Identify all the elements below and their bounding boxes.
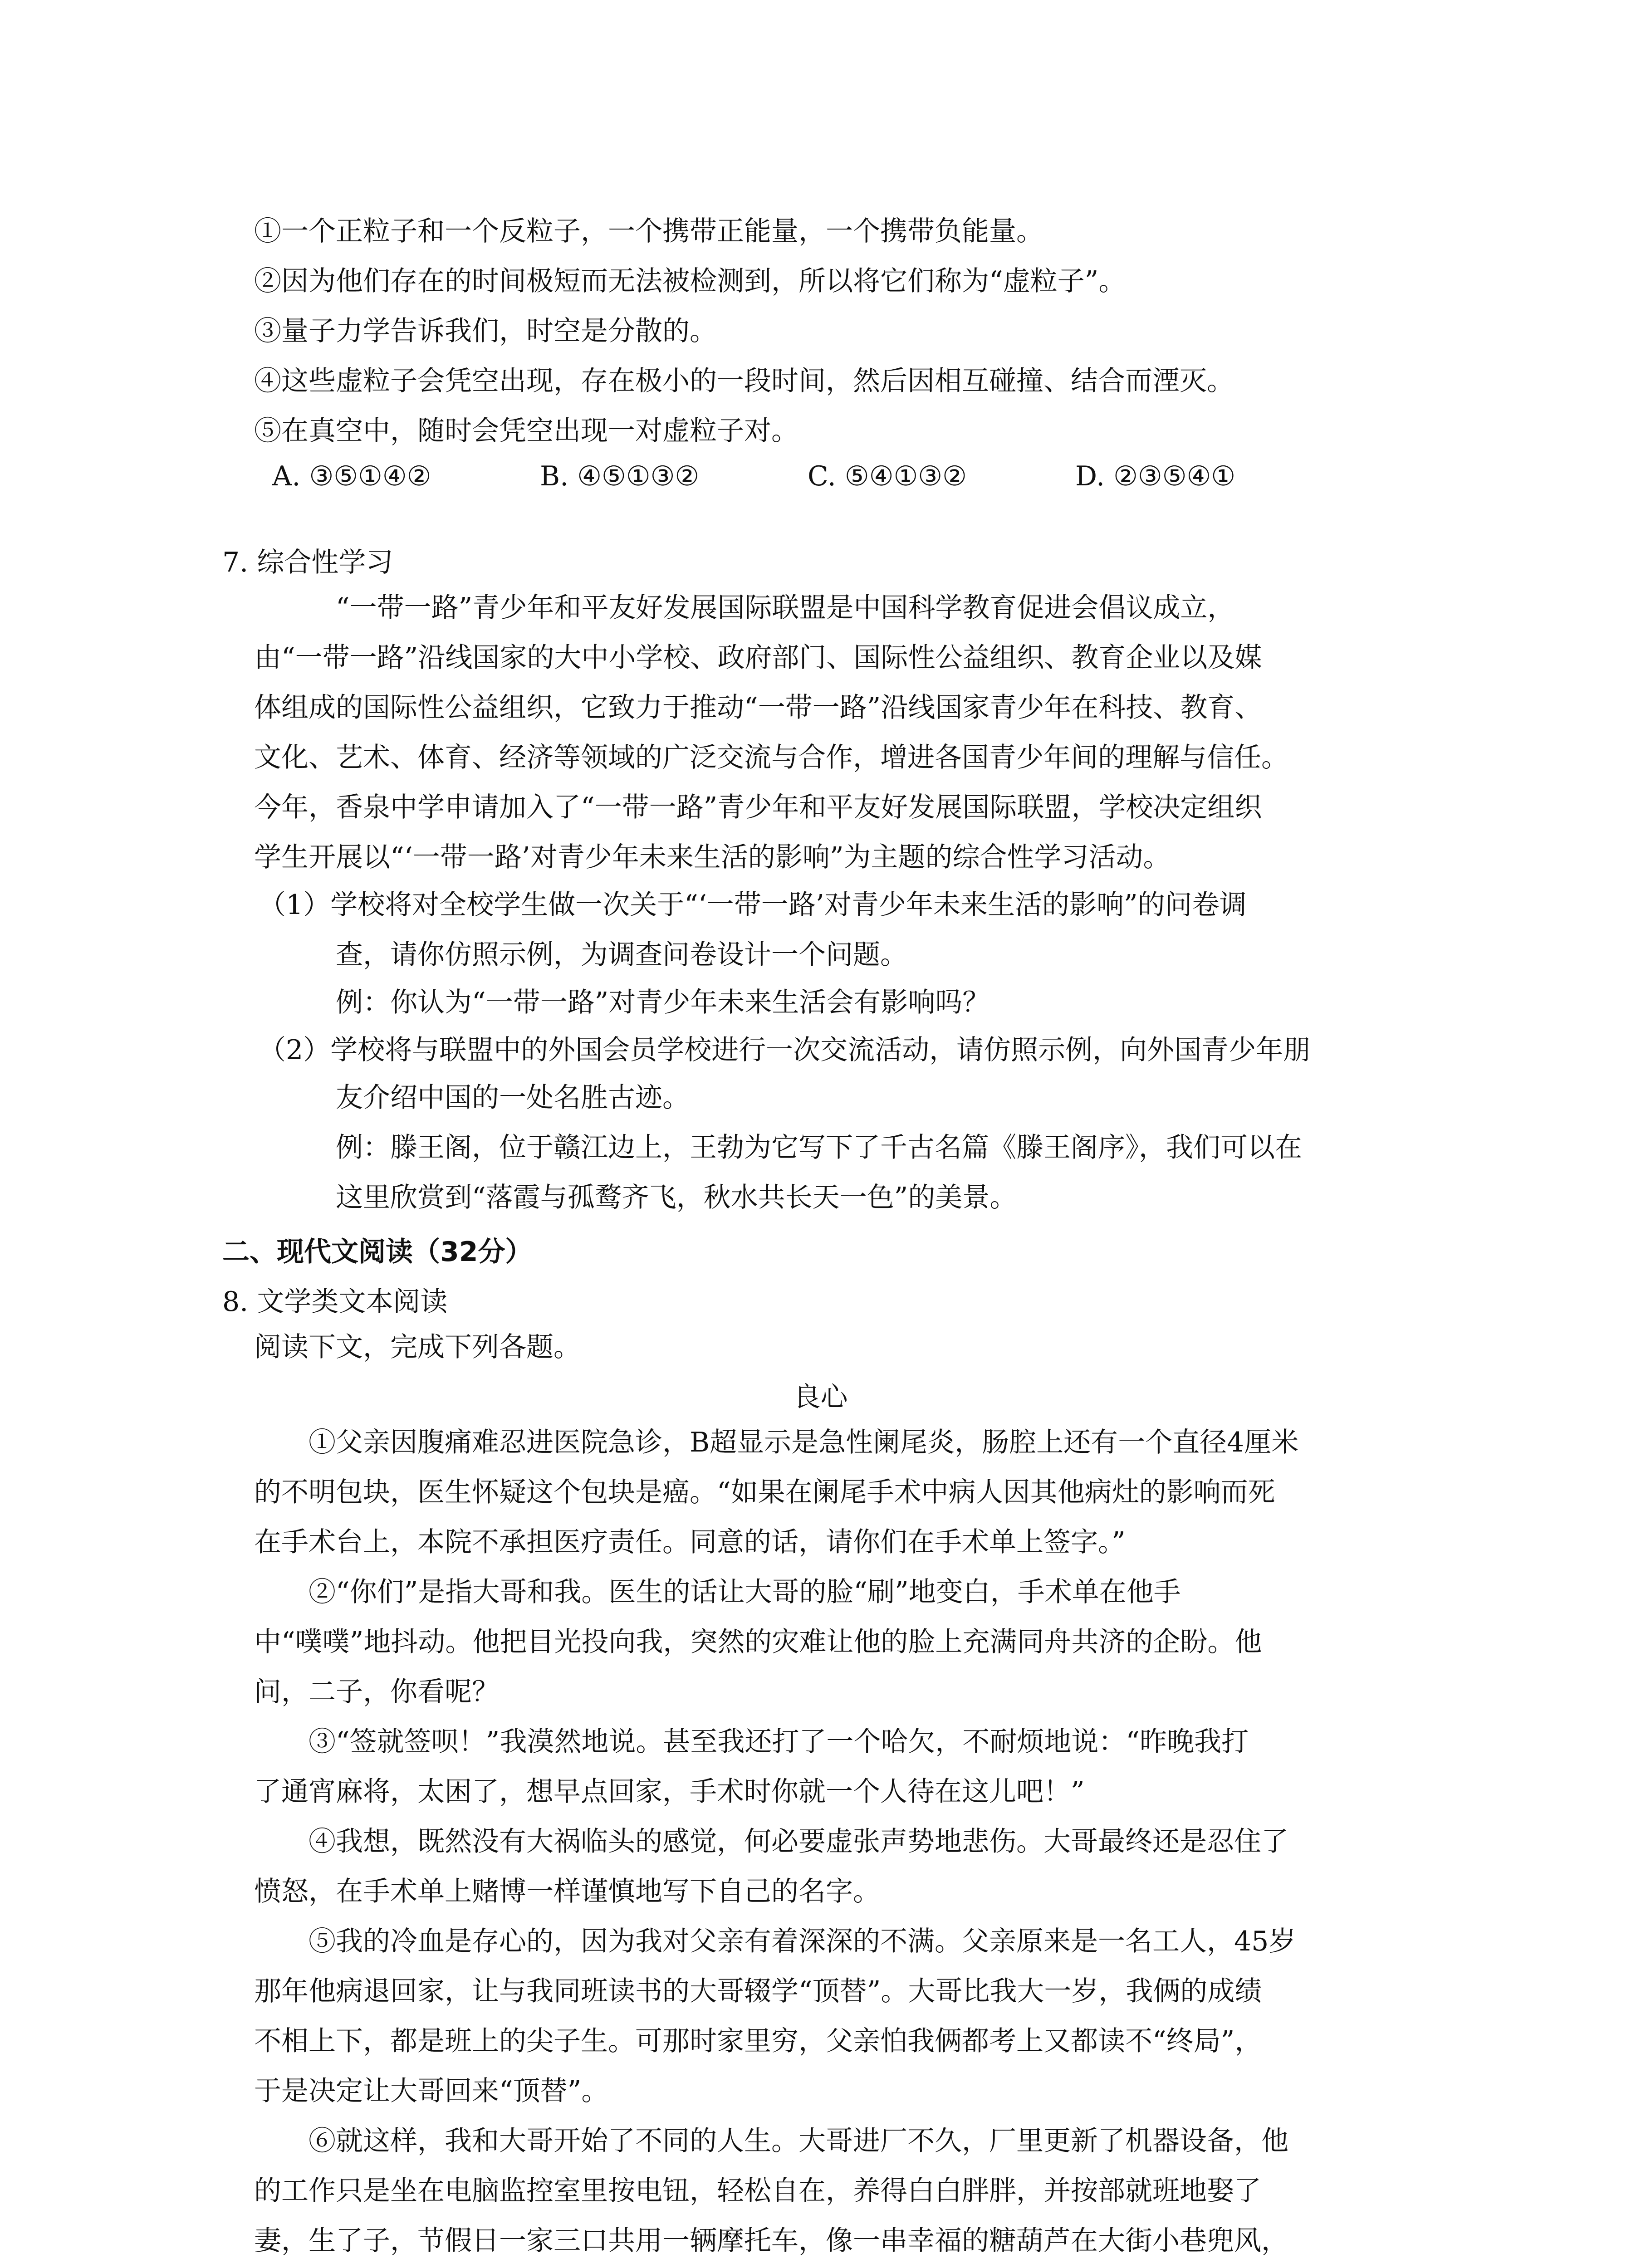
article-line: 的工作只是坐在电脑监控室里按电钮，轻松自在，养得白白胖胖，并按部就班地娶了 [254,2175,1261,2207]
q8-title: 8. 文学类文本阅读 [222,1286,448,1318]
q7-sub1-line: （1）学校将对全校学生做一次关于“‘一带一路’对青少年未来生活的影响”的问卷调 [259,889,1247,921]
sentence-item-2: ②因为他们存在的时间极短而无法被检测到，所以将它们称为“虚粒子”。 [254,265,1126,297]
q7-title: 7. 综合性学习 [222,547,393,578]
article-line: 愤怒，在手术单上赌博一样谨慎地写下自己的名字。 [254,1876,880,1907]
q7-sub2-line: （2）学校将与联盟中的外国会员学校进行一次交流活动，请仿照示例，向外国青少年朋 [259,1034,1311,1066]
article-line: ③“签就签呗！”我漠然地说。甚至我还打了一个哈欠，不耐烦地说：“昨晚我打 [309,1726,1249,1758]
section-heading: 二、现代文阅读（32分） [222,1236,533,1268]
sentence-item-3: ③量子力学告诉我们，时空是分散的。 [254,315,717,347]
article-line: ②“你们”是指大哥和我。医生的话让大哥的脸“刷”地变白，手术单在他手 [309,1576,1181,1608]
sentence-item-4: ④这些虚粒子会凭空出现，存在极小的一段时间，然后因相互碰撞、结合而湮灭。 [254,365,1234,397]
q7-intro-line: 学生开展以“‘一带一路’对青少年未来生活的影响”为主题的综合性学习活动。 [254,841,1171,873]
sentence-item-5: ⑤在真空中，随时会凭空出现一对虚粒子对。 [254,415,798,447]
q7-sub2-example: 这里欣赏到“落霞与孤鹜齐飞，秋水共长天一色”的美景。 [336,1182,1017,1213]
article-line: 问，二子，你看呢？ [254,1676,499,1708]
q7-sub2-line: 友介绍中国的一处名胜古迹。 [336,1082,690,1114]
sentence-item-1: ①一个正粒子和一个反粒子，一个携带正能量，一个携带负能量。 [254,215,1043,247]
q7-intro-line: 体组成的国际性公益组织，它致力于推动“一带一路”沿线国家青少年在科技、教育、 [254,692,1262,723]
option-d: D. ②③⑤④① [1075,460,1236,492]
option-c: C. ⑤④①③② [808,460,967,492]
q7-intro-line: “一带一路”青少年和平友好发展国际联盟是中国科学教育促进会倡议成立， [336,592,1235,624]
option-b: B. ④⑤①③② [540,460,700,492]
article-line: ⑥就这样，我和大哥开始了不同的人生。大哥进厂不久，厂里更新了机器设备，他 [309,2125,1288,2157]
q8-instruction: 阅读下文，完成下列各题。 [254,1331,581,1363]
q7-intro-line: 由“一带一路”沿线国家的大中小学校、政府部门、国际性公益组织、教育企业以及媒 [254,642,1262,674]
article-line: 妻，生了子，节假日一家三口共用一辆摩托车，像一串幸福的糖葫芦在大街小巷兜风， [254,2225,1288,2257]
article-line: 了通宵麻将，太困了，想早点回家，手术时你就一个人待在这儿吧！” [254,1776,1085,1808]
article-line: ①父亲因腹痛难忍进医院急诊，B超显示是急性阑尾炎，肠腔上还有一个直径4厘米 [309,1427,1299,1458]
article-line: 不相上下，都是班上的尖子生。可那时家里穷，父亲怕我俩都考上又都读不“终局”， [254,2025,1262,2057]
q7-sub1-example: 例：你认为“一带一路”对青少年未来生活会有影响吗？ [336,987,990,1018]
q7-intro-line: 文化、艺术、体育、经济等领域的广泛交流与合作，增进各国青少年间的理解与信任。 [254,742,1288,773]
article-line: ⑤我的冷血是存心的，因为我对父亲有着深深的不满。父亲原来是一名工人，45岁 [309,1926,1296,1957]
q7-intro-line: 今年，香泉中学申请加入了“一带一路”青少年和平友好发展国际联盟，学校决定组织 [254,792,1262,823]
article-line: 中“噗噗”地抖动。他把目光投向我，突然的灾难让他的脸上充满同舟共济的企盼。他 [254,1626,1262,1658]
q7-sub1-line: 查，请你仿照示例，为调查问卷设计一个问题。 [336,939,907,971]
article-line: 于是决定让大哥回来“顶替”。 [254,2075,609,2107]
article-title: 良心 [793,1381,848,1413]
article-line: 的不明包块，医生怀疑这个包块是癌。“如果在阑尾手术中病人因其他病灶的影响而死 [254,1476,1275,1508]
option-a: A. ③⑤①④② [272,460,431,492]
q7-sub2-example: 例：滕王阁，位于赣江边上，王勃为它写下了千古名篇《滕王阁序》，我们可以在 [336,1132,1302,1163]
article-line: 在手术台上，本院不承担医疗责任。同意的话，请你们在手术单上签字。” [254,1526,1126,1558]
article-line: 那年他病退回家，让与我同班读书的大哥辍学“顶替”。大哥比我大一岁，我俩的成绩 [254,1975,1262,2007]
article-line: ④我想，既然没有大祸临头的感觉，何必要虚张声势地悲伤。大哥最终还是忍住了 [309,1826,1288,1857]
